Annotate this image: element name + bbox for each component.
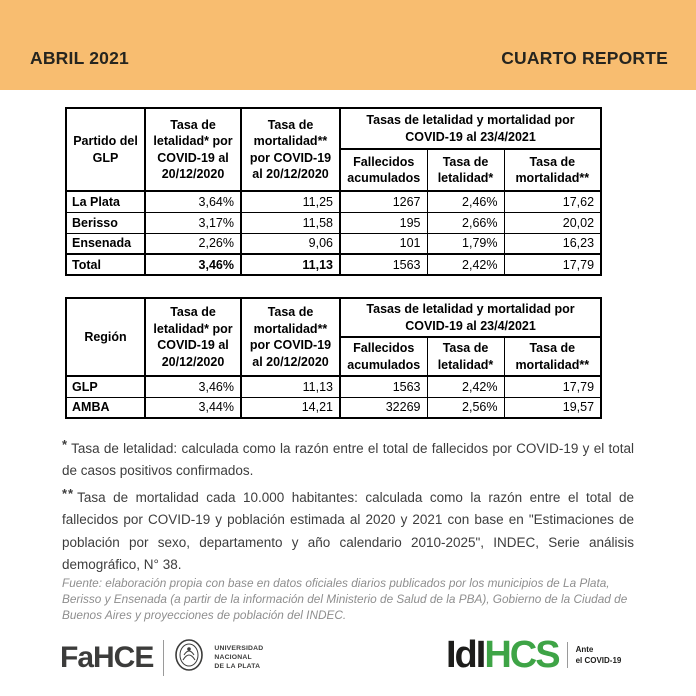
cell: 9,06 xyxy=(241,233,340,254)
table1-letalidad-header: Tasa de letalidad* por COVID-19 al 20/12/2020 xyxy=(145,108,241,191)
table-total-row xyxy=(66,254,601,275)
unlp-line: DE LA PLATA xyxy=(214,663,261,671)
cell: 2,56% xyxy=(427,397,504,418)
cell: 1,79% xyxy=(427,233,504,254)
report-month: ABRIL 2021 xyxy=(30,48,129,68)
cell: 1563 xyxy=(340,376,427,397)
footnote-marker: * xyxy=(62,436,69,452)
table-row xyxy=(66,397,601,418)
unlp-line: UNIVERSIDAD xyxy=(214,644,264,652)
cell: 2,42% xyxy=(427,376,504,397)
cell: 16,23 xyxy=(504,233,601,254)
cell: 17,62 xyxy=(504,191,601,212)
table1-subheader-fallecidos: Fallecidos acumulados xyxy=(340,149,427,191)
cell: 17,79 xyxy=(504,254,601,275)
unlp-label xyxy=(214,644,263,672)
cell: 11,58 xyxy=(241,212,340,233)
ante-covid-label xyxy=(576,644,622,666)
cell: 11,25 xyxy=(241,191,340,212)
table-region xyxy=(65,297,602,419)
footnote-mortalidad xyxy=(62,487,634,577)
table1-subheader-mortalidad: Tasa de mortalidad** xyxy=(504,149,601,191)
cell: 3,46% xyxy=(145,254,241,275)
cell: 195 xyxy=(340,212,427,233)
cell: 2,66% xyxy=(427,212,504,233)
cell: 2,42% xyxy=(427,254,504,275)
divider xyxy=(567,642,568,668)
unlp-line: NACIONAL xyxy=(214,653,252,661)
table1-span-header: Tasas de letalidad y mortalidad por COVID-19 al 23/4/2021 xyxy=(340,108,601,149)
footnote-letalidad xyxy=(62,438,634,483)
cell: 20,02 xyxy=(504,212,601,233)
cell: 2,26% xyxy=(145,233,241,254)
table1-corner-header: Partido del GLP xyxy=(66,108,145,191)
fahce-logo xyxy=(60,638,263,677)
table2-subheader-fallecidos: Fallecidos acumulados xyxy=(340,337,427,376)
row-label: Ensenada xyxy=(66,233,145,254)
cell: 1267 xyxy=(340,191,427,212)
cell: 3,17% xyxy=(145,212,241,233)
table-row xyxy=(66,233,601,254)
table2-corner-header: Región xyxy=(66,298,145,376)
footnote-marker: ** xyxy=(62,485,75,501)
cell: 11,13 xyxy=(241,376,340,397)
cell: 19,57 xyxy=(504,397,601,418)
cell: 3,64% xyxy=(145,191,241,212)
source-note: Fuente: elaboración propia con base en datos oficiales diarios publicados por los municipios de La Plata, Berisso y Ensenada (a partir de la información del Ministerio de Salud de la PBA), Gobierno de la Ciudad de Buenos Aires y proyecciones de población del INDEC. xyxy=(62,575,628,622)
row-label: Total xyxy=(66,254,145,275)
row-label: Berisso xyxy=(66,212,145,233)
table2-subheader-letalidad: Tasa de letalidad* xyxy=(427,337,504,376)
report-number: CUARTO REPORTE xyxy=(501,48,668,68)
idihcs-logo xyxy=(446,636,621,674)
table-partidos-glp xyxy=(65,107,602,276)
table-row xyxy=(66,376,601,397)
table2-mortalidad-header: Tasa de mortalidad** por COVID-19 al 20/12/2020 xyxy=(241,298,340,376)
cell: 1563 xyxy=(340,254,427,275)
idihcs-hcs: HCS xyxy=(484,634,559,676)
cell: 11,13 xyxy=(241,254,340,275)
table1-mortalidad-header: Tasa de mortalidad** por COVID-19 al 20/12/2020 xyxy=(241,108,340,191)
cell: 14,21 xyxy=(241,397,340,418)
idihcs-idi: IdI xyxy=(446,634,485,676)
table2-subheader-mortalidad: Tasa de mortalidad** xyxy=(504,337,601,376)
table2-span-header: Tasas de letalidad y mortalidad por COVID-19 al 23/4/2021 xyxy=(340,298,601,337)
row-label: GLP xyxy=(66,376,145,397)
footnote-text: Tasa de mortalidad cada 10.000 habitantes: calculada como la razón entre el total de fallecidos por COVID-19 y población estimada al 2020 y 2021 con base en "Estimaciones de población por sexo, departamento y año calendario 2010-2025", INDEC, Serie análisis demográfico, N° 38. xyxy=(62,489,634,572)
fahce-wordmark: FaHCE xyxy=(60,640,154,674)
cell: 32269 xyxy=(340,397,427,418)
cell: 2,46% xyxy=(427,191,504,212)
header-band xyxy=(0,0,696,90)
unlp-seal-icon xyxy=(174,638,204,677)
footnote-text: Tasa de letalidad: calculada como la razón entre el total de fallecidos por COVID-19 y el total de casos positivos confirmados. xyxy=(62,440,634,478)
cell: 3,46% xyxy=(145,376,241,397)
row-label: La Plata xyxy=(66,191,145,212)
row-label: AMBA xyxy=(66,397,145,418)
table-row xyxy=(66,212,601,233)
cell: 17,79 xyxy=(504,376,601,397)
table1-subheader-letalidad: Tasa de letalidad* xyxy=(427,149,504,191)
cell: 101 xyxy=(340,233,427,254)
ante-line: el COVID-19 xyxy=(575,656,622,665)
table2-letalidad-header: Tasa de letalidad* por COVID-19 al 20/12/2020 xyxy=(145,298,241,376)
divider xyxy=(163,640,164,676)
table-row xyxy=(66,191,601,212)
cell: 3,44% xyxy=(145,397,241,418)
ante-line: Ante xyxy=(575,644,594,654)
idihcs-wordmark xyxy=(446,636,559,674)
